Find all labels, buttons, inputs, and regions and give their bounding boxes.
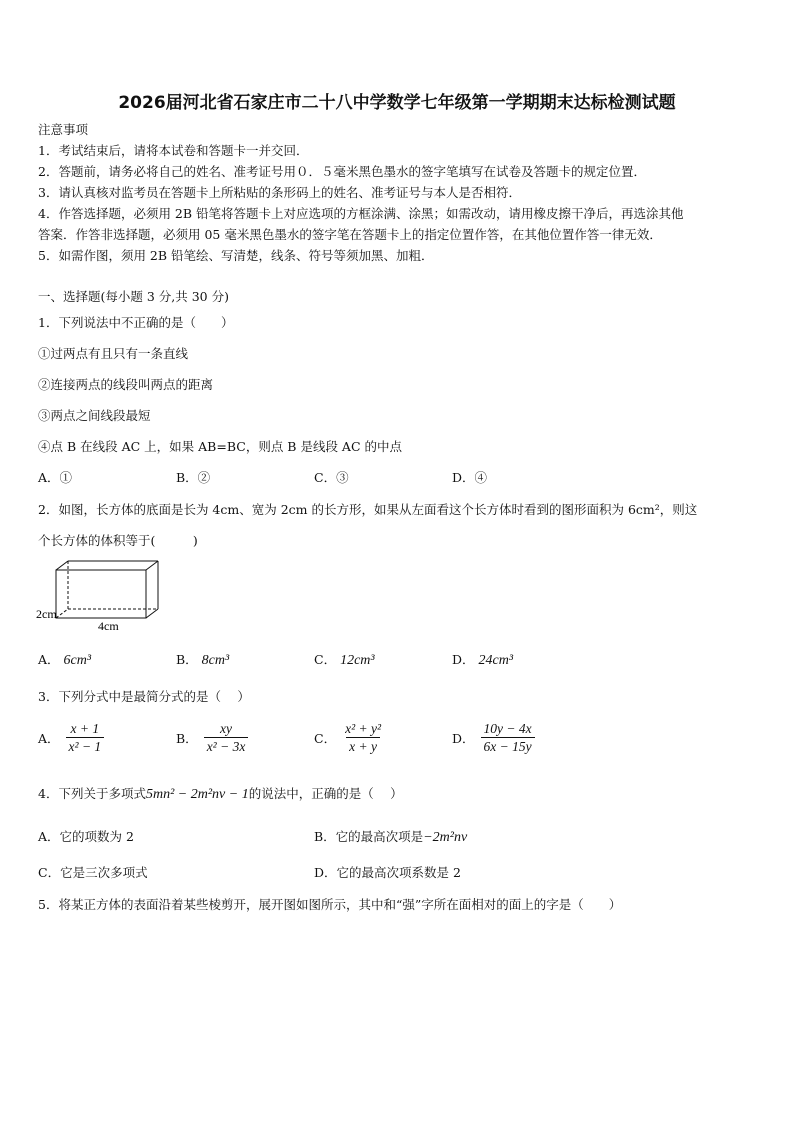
- q2-option-d: D． 24cm³: [452, 652, 514, 668]
- q2-stem-line1: 2．如图，长方体的底面是长为 4cm、宽为 2cm 的长方形，如果从左面看这个长方体时看到的图形面积为 6cm²，则这: [38, 502, 698, 517]
- fraction: $\frac{\text{x² + y²}}{x + y}$: [345, 721, 382, 754]
- notes-heading: 注意事项: [38, 122, 89, 137]
- label-width: 2cm: [36, 607, 57, 621]
- q1-statement: ②连接两点的线段叫两点的距离: [38, 377, 214, 392]
- note-item: 4．作答选择题，必须用 2B 铅笔将答题卡上对应选项的方框涂满、涂黑；如需改动，请用橡皮擦干净后，再选涂其他: [38, 206, 684, 221]
- q2-option-c: C． 12cm³: [314, 652, 375, 668]
- label-length: 4cm: [98, 619, 119, 633]
- q2-stem-line2: 个长方体的体积等于( ): [38, 533, 198, 548]
- q4-option-a: A．它的项数为 2: [38, 829, 134, 844]
- q2-option-b: B． 8cm³: [176, 652, 230, 668]
- q4-option-d: D．它的最高次项系数是 2: [314, 865, 461, 880]
- fraction: $\frac{xy}{\text{x² − 3x}}$: [204, 720, 249, 755]
- q4-option-b: B．它的最高次项是−2m²nv: [314, 829, 468, 845]
- q4-stem: 4．下列关于多项式5mn² − 2m²nv − 1的说法中，正确的是（ ）: [38, 786, 403, 802]
- note-item: 5．如需作图，须用 2B 铅笔绘、写清楚，线条、符号等须加黑、加粗．: [38, 248, 434, 263]
- q5-stem: 5．将某正方体的表面沿着某些棱剪开，展开图如图所示，其中和“强”字所在面相对的面上的字是（ ）: [38, 897, 622, 912]
- q4-option-c: C．它是三次多项式: [38, 865, 148, 880]
- note-item: 1．考试结束后，请将本试卷和答题卡一并交回．: [38, 143, 309, 158]
- q3-option-c: C． $\frac{\text{x² + y²}}{x + y}$: [314, 720, 384, 755]
- fraction: $\frac{10y - 4x}{6x - 15y}$: [481, 720, 535, 755]
- q1-option-d: D．④: [452, 470, 488, 485]
- fraction: $\frac{x + 1}{\text{x² − 1}}$: [66, 720, 105, 755]
- exam-title: 2026届河北省石家庄市二十八中学数学七年级第一学期期末达标检测试题: [118, 93, 676, 113]
- q1-option-b: B．②: [176, 470, 211, 485]
- q1-statement: ①过两点有且只有一条直线: [38, 346, 189, 361]
- cuboid-figure: [36, 558, 166, 636]
- note-item: 2．答题前，请务必将自己的姓名、准考证号用０．５毫米黑色墨水的签字笔填写在试卷及答题卡的规定位置．: [38, 164, 646, 179]
- q3-stem: 3．下列分式中是最简分式的是（ ）: [38, 689, 250, 704]
- note-item: 答案．作答非选择题，必须用 05 毫米黑色墨水的签字笔在答题卡上的指定位置作答，在其他位置作答一律无效．: [38, 227, 662, 242]
- section-heading: 一、选择题(每小题 3 分,共 30 分): [38, 289, 229, 304]
- q1-stem: 1．下列说法中不正确的是（ ）: [38, 315, 234, 330]
- q1-option-c: C．③: [314, 470, 349, 485]
- q3-option-d: D． $\frac{10y - 4x}{6x - 15y}$: [452, 720, 535, 755]
- q1-statement: ④点 B 在线段 AC 上，如果 AB=BC，则点 B 是线段 AC 的中点: [38, 439, 402, 454]
- q3-option-a: A． $\frac{x + 1}{\text{x² − 1}}$: [38, 720, 104, 755]
- q3-option-b: B． $\frac{xy}{\text{x² − 3x}}$: [176, 720, 248, 755]
- q1-statement: ③两点之间线段最短: [38, 408, 151, 423]
- q2-option-a: A． 6cm³: [38, 652, 92, 668]
- q1-option-a: A．①: [38, 470, 73, 485]
- note-item: 3．请认真核对监考员在答题卡上所粘贴的条形码上的姓名、准考证号与本人是否相符．: [38, 185, 521, 200]
